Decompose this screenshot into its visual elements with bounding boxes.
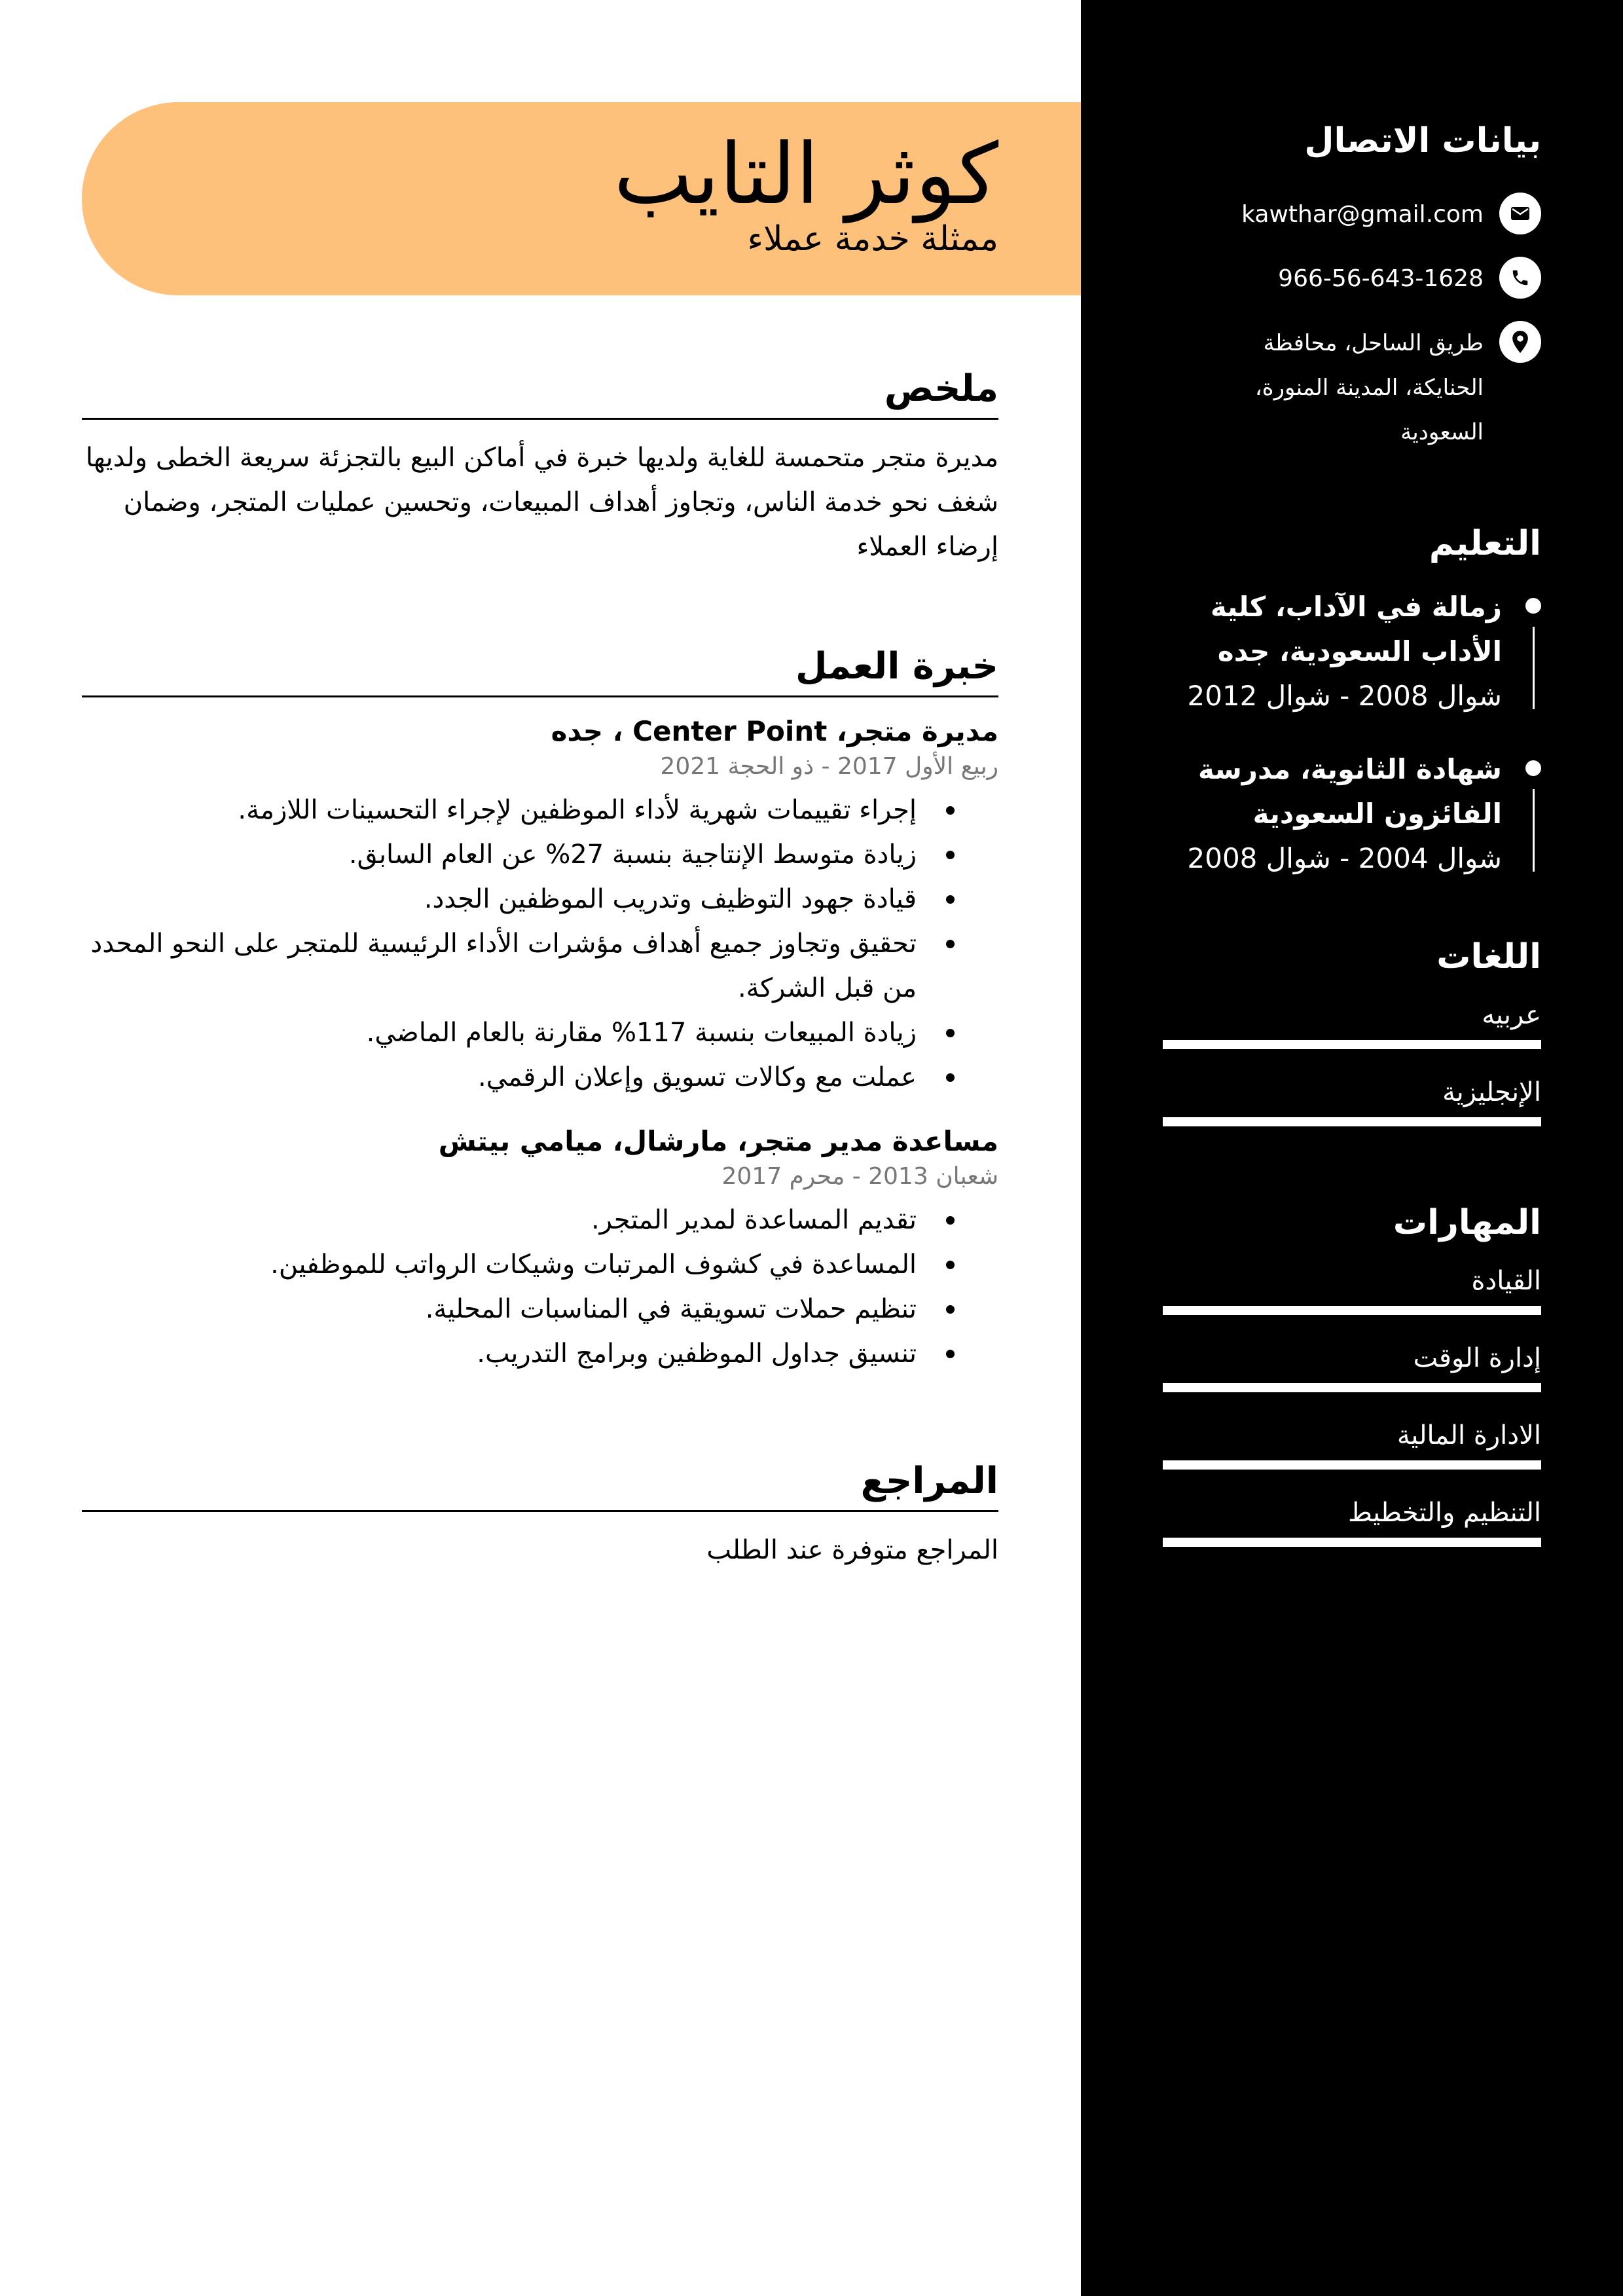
job-date: ربيع الأول 2017 - ذو الحجة 2021 (660, 753, 998, 780)
bullet-icon (946, 1216, 955, 1225)
bullet-text: زيادة متوسط الإنتاجية بنسبة 27% عن العام السابق. (348, 840, 917, 870)
bullet-text: تنظيم حملات تسويقية في المناسبات المحلية. (425, 1294, 917, 1324)
contact-email[interactable]: kawthar@gmail.com (1241, 201, 1484, 228)
list-item (82, 788, 917, 832)
job-title: مديرة متجر، Center Point ، جده (551, 715, 998, 747)
timeline-line (1533, 789, 1535, 872)
phone-icon (1499, 257, 1541, 299)
bullet-icon (946, 1029, 955, 1037)
summary-heading: ملخص (884, 367, 998, 410)
language-item (1161, 1071, 1541, 1126)
education-title: زمالة في الآداب، كلية الأداب السعودية، جده (1210, 591, 1502, 667)
language-level-bar (1163, 1117, 1541, 1126)
languages-section (1161, 934, 1541, 1149)
language-level-fill (1163, 1117, 1541, 1126)
job-bullets (82, 1198, 998, 1376)
skill-level-fill (1163, 1538, 1541, 1547)
education-heading: التعليم (1429, 524, 1541, 563)
bullet-icon (946, 1261, 955, 1269)
envelope-icon (1499, 193, 1541, 234)
section-divider (82, 695, 998, 697)
contact-phone[interactable]: 966-56-643-1628 (1278, 265, 1484, 292)
skill-label: التنظيم والتخطيط (1347, 1498, 1541, 1528)
skill-label: الادارة المالية (1396, 1420, 1541, 1451)
list-item (82, 1010, 917, 1055)
section-divider (82, 1510, 998, 1512)
language-label: عربيه (1482, 1000, 1541, 1030)
skill-level-bar (1163, 1460, 1541, 1470)
location-pin-icon (1499, 321, 1541, 363)
skill-label: القيادة (1471, 1266, 1541, 1296)
education-section (1161, 521, 1541, 910)
bullet-icon (946, 1073, 955, 1082)
language-level-fill (1163, 1040, 1541, 1049)
experience-heading: خبرة العمل (795, 645, 998, 688)
list-item (82, 1242, 917, 1287)
section-divider (82, 418, 998, 420)
bullet-text: تقديم المساعدة لمدير المتجر. (591, 1205, 917, 1235)
skill-level-fill (1163, 1383, 1541, 1392)
list-item (82, 1055, 917, 1100)
job-entry (82, 713, 998, 1100)
references-section (82, 1455, 998, 1572)
list-item (82, 921, 917, 1010)
skill-item (1161, 1415, 1541, 1470)
list-item (82, 1287, 917, 1331)
bullet-icon (946, 895, 955, 904)
education-title: شهادة الثانوية، مدرسة الفائزون السعودية (1198, 753, 1502, 830)
candidate-name: كوثر التايب (613, 126, 998, 223)
bullet-text: تنسيق جداول الموظفين وبرامج التدريب. (477, 1339, 917, 1369)
jobs-list (82, 713, 998, 1376)
language-item (1161, 994, 1541, 1049)
language-label: الإنجليزية (1442, 1077, 1541, 1107)
job-date: شعبان 2013 - محرم 2017 (721, 1163, 998, 1190)
bullet-text: عملت مع وكالات تسويق وإعلان الرقمي. (478, 1062, 917, 1092)
contact-address: طريق الساحل، محافظة الحنايكة، المدينة المنورة، السعودية (1254, 330, 1484, 445)
skill-label: إدارة الوقت (1413, 1343, 1541, 1373)
skill-level-bar (1163, 1306, 1541, 1315)
list-item (82, 832, 917, 877)
bullet-text: قيادة جهود التوظيف وتدريب الموظفين الجدد. (424, 884, 917, 914)
skill-level-fill (1163, 1306, 1541, 1315)
education-date: شوال 2008 - شوال 2012 (1187, 680, 1502, 712)
list-item (82, 1331, 917, 1376)
list-item (82, 877, 917, 921)
bullet-text: زيادة المبيعات بنسبة 117% مقارنة بالعام الماضي. (366, 1018, 917, 1048)
skill-level-bar (1163, 1538, 1541, 1547)
timeline-line (1533, 627, 1535, 709)
bullet-icon (946, 851, 955, 859)
candidate-title: ممثلة خدمة عملاء (747, 219, 998, 259)
job-bullets (82, 788, 998, 1100)
summary-text: مديرة متجر متحمسة للغاية ولديها خبرة في أماكن البيع بالتجزئة سريعة الخطى ولديها شغف نحو خدمة الناس، وتجاوز أهداف المبيعات، وتحسين عمليات المتجر، وضمان إرضاء العملاء (85, 443, 998, 562)
skill-item (1161, 1337, 1541, 1392)
education-item (1161, 585, 1541, 718)
sidebar (1081, 0, 1623, 2296)
education-item (1161, 747, 1541, 881)
bullet-icon (946, 1350, 955, 1358)
timeline-dot (1525, 760, 1541, 776)
job-entry (82, 1123, 998, 1376)
skill-item (1161, 1492, 1541, 1547)
contact-phone-row (1161, 257, 1541, 301)
bullet-icon (946, 940, 955, 948)
job-title: مساعدة مدير متجر، مارشال، ميامي بيتش (438, 1125, 998, 1157)
contact-address-row (1161, 321, 1541, 454)
skills-heading: المهارات (1393, 1203, 1541, 1242)
languages-list (1161, 994, 1541, 1126)
skill-item (1161, 1260, 1541, 1315)
bullet-text: إجراء تقييمات شهرية لأداء الموظفين لإجراء التحسينات اللازمة. (238, 795, 917, 825)
skills-list (1161, 1260, 1541, 1547)
bullet-icon (946, 806, 955, 815)
contact-heading: بيانات الاتصال (1304, 121, 1541, 160)
education-date: شوال 2004 - شوال 2008 (1187, 842, 1502, 874)
timeline-dot (1525, 598, 1541, 614)
bullet-text: المساعدة في كشوف المرتبات وشيكات الرواتب للموظفين. (270, 1250, 917, 1280)
skill-level-fill (1163, 1460, 1541, 1470)
bullet-text: تحقيق وتجاوز جميع أهداف مؤشرات الأداء الرئيسية للمتجر على النحو المحدد من قبل الشركة. (90, 929, 917, 1003)
skill-level-bar (1163, 1383, 1541, 1392)
summary-section (82, 363, 998, 569)
bullet-icon (946, 1305, 955, 1314)
list-item (82, 1198, 917, 1242)
languages-heading: اللغات (1436, 937, 1541, 976)
experience-section (82, 640, 998, 1399)
references-text: المراجع متوفرة عند الطلب (706, 1535, 998, 1565)
references-heading: المراجع (860, 1460, 998, 1502)
contact-section (1161, 118, 1541, 474)
language-level-bar (1163, 1040, 1541, 1049)
skills-section (1161, 1200, 1541, 1569)
contact-email-row (1161, 193, 1541, 237)
